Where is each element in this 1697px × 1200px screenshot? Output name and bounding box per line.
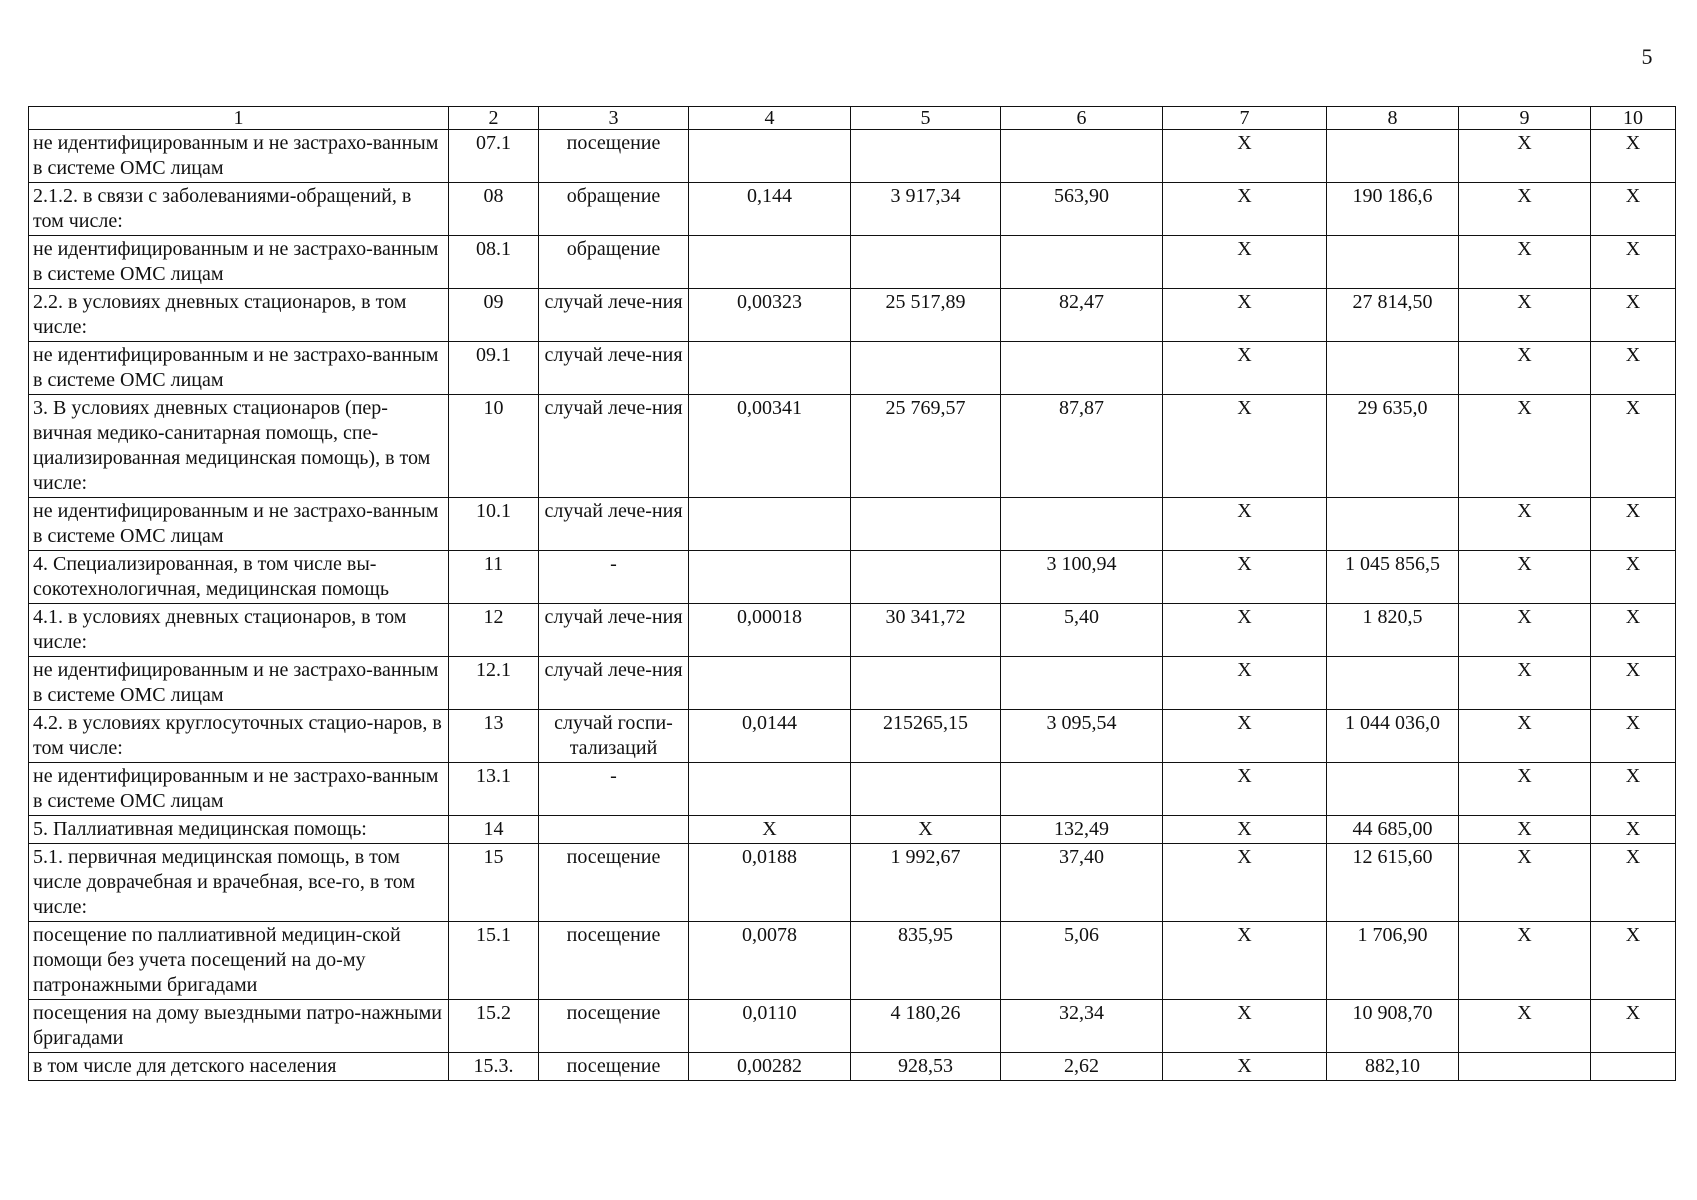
table-cell-col-7: X: [1163, 657, 1327, 710]
table-cell-col-10: [1591, 1053, 1676, 1081]
table-cell-col-9: X: [1459, 922, 1591, 1000]
table-cell-col-6: [1001, 342, 1163, 395]
table-cell-col-6: [1001, 498, 1163, 551]
table-cell-col-8: 1 820,5: [1327, 604, 1459, 657]
table-cell-col-2: 09: [449, 289, 539, 342]
table-cell-col-8: 27 814,50: [1327, 289, 1459, 342]
table-cell-col-6: 3 100,94: [1001, 551, 1163, 604]
table-row: [29, 395, 1676, 498]
table-cell-col-1: в том числе для детского населения: [29, 1053, 449, 1081]
table-cell-col-3: посещение: [539, 1000, 689, 1053]
table-cell-col-1: не идентифицированным и не застрахо-ванным в системе ОМС лицам: [29, 763, 449, 816]
table-cell-col-10: X: [1591, 498, 1676, 551]
table-cell-col-3: случай лече-ния: [539, 604, 689, 657]
table-cell-col-7: X: [1163, 922, 1327, 1000]
table-cell-col-2: 09.1: [449, 342, 539, 395]
table-cell-col-4: 0,00323: [689, 289, 851, 342]
table-cell-col-1: не идентифицированным и не застрахо-ванным в системе ОМС лицам: [29, 498, 449, 551]
table-cell-col-2: 07.1: [449, 130, 539, 183]
table-cell-col-9: X: [1459, 498, 1591, 551]
table-cell-col-10: X: [1591, 130, 1676, 183]
table-cell-col-5: 1 992,67: [851, 844, 1001, 922]
table-cell-col-10: X: [1591, 289, 1676, 342]
table-cell-col-10: X: [1591, 844, 1676, 922]
table-cell-col-3: случай лече-ния: [539, 342, 689, 395]
table-cell-col-6: 32,34: [1001, 1000, 1163, 1053]
table-cell-col-10: X: [1591, 657, 1676, 710]
column-header-6: 6: [1001, 107, 1163, 130]
table-cell-col-10: X: [1591, 236, 1676, 289]
table-cell-col-2: 10.1: [449, 498, 539, 551]
table-cell-col-1: 5.1. первичная медицинская помощь, в том числе доврачебная и врачебная, все-го, в том числе:: [29, 844, 449, 922]
table-cell-col-5: 25 517,89: [851, 289, 1001, 342]
table-cell-col-8: 44 685,00: [1327, 816, 1459, 844]
table-cell-col-5: [851, 763, 1001, 816]
table-cell-col-4: 0,00018: [689, 604, 851, 657]
table-cell-col-8: [1327, 130, 1459, 183]
table-cell-col-1: 3. В условиях дневных стационаров (пер-вичная медико-санитарная помощь, спе-циализированная медицинская помощь), в том числе:: [29, 395, 449, 498]
table-cell-col-6: [1001, 763, 1163, 816]
table-cell-col-7: X: [1163, 498, 1327, 551]
table-cell-col-7: X: [1163, 289, 1327, 342]
table-cell-col-1: 5. Паллиативная медицинская помощь:: [29, 816, 449, 844]
table-cell-col-7: X: [1163, 236, 1327, 289]
table-cell-col-2: 14: [449, 816, 539, 844]
table-cell-col-5: 928,53: [851, 1053, 1001, 1081]
table-row: [29, 710, 1676, 763]
table-cell-col-10: X: [1591, 551, 1676, 604]
table-cell-col-4: [689, 551, 851, 604]
table-cell-col-4: [689, 342, 851, 395]
table-cell-col-3: обращение: [539, 236, 689, 289]
table-cell-col-7: X: [1163, 395, 1327, 498]
table-row: [29, 130, 1676, 183]
column-header-7: 7: [1163, 107, 1327, 130]
table-cell-col-2: 15.3.: [449, 1053, 539, 1081]
table-cell-col-1: 4.2. в условиях круглосуточных стацио-наров, в том числе:: [29, 710, 449, 763]
table-cell-col-8: 190 186,6: [1327, 183, 1459, 236]
table-cell-col-4: 0,0188: [689, 844, 851, 922]
table-row: [29, 1000, 1676, 1053]
table-cell-col-1: 2.2. в условиях дневных стационаров, в том числе:: [29, 289, 449, 342]
table-cell-col-4: 0,0110: [689, 1000, 851, 1053]
table-cell-col-5: 25 769,57: [851, 395, 1001, 498]
table-cell-col-9: X: [1459, 289, 1591, 342]
column-header-9: 9: [1459, 107, 1591, 130]
table-cell-col-6: [1001, 130, 1163, 183]
table-cell-col-5: X: [851, 816, 1001, 844]
table-cell-col-1: не идентифицированным и не застрахо-ванным в системе ОМС лицам: [29, 657, 449, 710]
table-cell-col-10: X: [1591, 816, 1676, 844]
table-cell-col-2: 08: [449, 183, 539, 236]
table-cell-col-5: 3 917,34: [851, 183, 1001, 236]
table-cell-col-1: 4. Специализированная, в том числе вы-сокотехнологичная, медицинская помощь: [29, 551, 449, 604]
table-cell-col-6: [1001, 236, 1163, 289]
table-cell-col-9: X: [1459, 763, 1591, 816]
table-cell-col-1: посещения на дому выездными патро-нажными бригадами: [29, 1000, 449, 1053]
table-cell-col-1: 2.1.2. в связи с заболеваниями-обращений, в том числе:: [29, 183, 449, 236]
table-cell-col-6: 5,40: [1001, 604, 1163, 657]
table-cell-col-9: X: [1459, 395, 1591, 498]
table-cell-col-8: 29 635,0: [1327, 395, 1459, 498]
table-cell-col-6: 132,49: [1001, 816, 1163, 844]
table-cell-col-2: 15: [449, 844, 539, 922]
table-cell-col-6: 87,87: [1001, 395, 1163, 498]
header-row: [29, 107, 1676, 130]
table-cell-col-2: 15.1: [449, 922, 539, 1000]
table-cell-col-10: X: [1591, 395, 1676, 498]
table-cell-col-8: 12 615,60: [1327, 844, 1459, 922]
column-header-1: 1: [29, 107, 449, 130]
column-header-5: 5: [851, 107, 1001, 130]
table-cell-col-4: [689, 657, 851, 710]
table-cell-col-7: X: [1163, 183, 1327, 236]
table-cell-col-3: случай лече-ния: [539, 498, 689, 551]
table-cell-col-9: [1459, 1053, 1591, 1081]
table-cell-col-1: не идентифицированным и не застрахо-ванным в системе ОМС лицам: [29, 130, 449, 183]
table-cell-col-7: X: [1163, 1053, 1327, 1081]
table-cell-col-3: посещение: [539, 844, 689, 922]
table-cell-col-7: X: [1163, 763, 1327, 816]
table-cell-col-9: X: [1459, 657, 1591, 710]
table-cell-col-9: X: [1459, 130, 1591, 183]
table-cell-col-3: случай лече-ния: [539, 289, 689, 342]
table-cell-col-3: случай лече-ния: [539, 657, 689, 710]
table-cell-col-1: не идентифицированным и не застрахо-ванным в системе ОМС лицам: [29, 342, 449, 395]
table-cell-col-10: X: [1591, 922, 1676, 1000]
table-cell-col-9: X: [1459, 710, 1591, 763]
table-cell-col-6: 5,06: [1001, 922, 1163, 1000]
table-cell-col-6: 37,40: [1001, 844, 1163, 922]
table-cell-col-4: 0,144: [689, 183, 851, 236]
table-cell-col-2: 12: [449, 604, 539, 657]
table-cell-col-4: [689, 236, 851, 289]
table-cell-col-4: [689, 130, 851, 183]
table-cell-col-5: [851, 130, 1001, 183]
table-cell-col-8: [1327, 342, 1459, 395]
table-cell-col-3: -: [539, 763, 689, 816]
table-cell-col-7: X: [1163, 130, 1327, 183]
table-cell-col-5: [851, 498, 1001, 551]
table-cell-col-1: не идентифицированным и не застрахо-ванным в системе ОМС лицам: [29, 236, 449, 289]
table-cell-col-1: 4.1. в условиях дневных стационаров, в том числе:: [29, 604, 449, 657]
table-cell-col-8: [1327, 763, 1459, 816]
table-row: [29, 657, 1676, 710]
table-cell-col-7: X: [1163, 1000, 1327, 1053]
table-row: [29, 498, 1676, 551]
data-table: [28, 106, 1676, 1081]
table-cell-col-4: [689, 498, 851, 551]
table-cell-col-3: обращение: [539, 183, 689, 236]
table-cell-col-5: 30 341,72: [851, 604, 1001, 657]
table-row: [29, 763, 1676, 816]
table-row: [29, 844, 1676, 922]
table-row: [29, 551, 1676, 604]
table-cell-col-8: [1327, 498, 1459, 551]
column-header-4: 4: [689, 107, 851, 130]
column-header-8: 8: [1327, 107, 1459, 130]
table-cell-col-9: X: [1459, 1000, 1591, 1053]
table-cell-col-3: -: [539, 551, 689, 604]
table-cell-col-5: [851, 236, 1001, 289]
table-cell-col-10: X: [1591, 342, 1676, 395]
table-cell-col-9: X: [1459, 551, 1591, 604]
page-number: 5: [1641, 44, 1653, 69]
table-cell-col-10: X: [1591, 1000, 1676, 1053]
table-cell-col-8: [1327, 236, 1459, 289]
table-cell-col-3: случай лече-ния: [539, 395, 689, 498]
table-cell-col-2: 08.1: [449, 236, 539, 289]
table-cell-col-6: 2,62: [1001, 1053, 1163, 1081]
table-cell-col-7: X: [1163, 551, 1327, 604]
table-cell-col-8: [1327, 657, 1459, 710]
table-cell-col-6: [1001, 657, 1163, 710]
table-cell-col-7: X: [1163, 710, 1327, 763]
table-cell-col-8: 882,10: [1327, 1053, 1459, 1081]
table-cell-col-9: X: [1459, 183, 1591, 236]
table-cell-col-4: 0,0144: [689, 710, 851, 763]
table-cell-col-2: 11: [449, 551, 539, 604]
table-cell-col-10: X: [1591, 183, 1676, 236]
table-cell-col-4: 0,00282: [689, 1053, 851, 1081]
table-cell-col-9: X: [1459, 236, 1591, 289]
table-cell-col-8: 1 044 036,0: [1327, 710, 1459, 763]
table-cell-col-6: 3 095,54: [1001, 710, 1163, 763]
table-cell-col-2: 15.2: [449, 1000, 539, 1053]
table-cell-col-3: посещение: [539, 130, 689, 183]
column-header-10: 10: [1591, 107, 1676, 130]
table-cell-col-9: X: [1459, 816, 1591, 844]
table-cell-col-3: посещение: [539, 1053, 689, 1081]
table-cell-col-8: 10 908,70: [1327, 1000, 1459, 1053]
table-cell-col-8: 1 706,90: [1327, 922, 1459, 1000]
table-cell-col-4: 0,0078: [689, 922, 851, 1000]
table-cell-col-10: X: [1591, 604, 1676, 657]
table-row: [29, 816, 1676, 844]
table-cell-col-7: X: [1163, 342, 1327, 395]
table-row: [29, 1053, 1676, 1081]
table-cell-col-6: 563,90: [1001, 183, 1163, 236]
table-cell-col-9: X: [1459, 342, 1591, 395]
table-cell-col-3: [539, 816, 689, 844]
table-cell-col-2: 13: [449, 710, 539, 763]
table-cell-col-7: X: [1163, 844, 1327, 922]
table-cell-col-5: 4 180,26: [851, 1000, 1001, 1053]
table-cell-col-4: 0,00341: [689, 395, 851, 498]
table-cell-col-10: X: [1591, 710, 1676, 763]
table-cell-col-6: 82,47: [1001, 289, 1163, 342]
table-cell-col-3: посещение: [539, 922, 689, 1000]
column-header-2: 2: [449, 107, 539, 130]
table-cell-col-4: X: [689, 816, 851, 844]
table-cell-col-3: случай госпи-тализаций: [539, 710, 689, 763]
table-cell-col-2: 13.1: [449, 763, 539, 816]
table-cell-col-5: [851, 657, 1001, 710]
table-cell-col-2: 12.1: [449, 657, 539, 710]
table-row: [29, 236, 1676, 289]
table-cell-col-5: 215265,15: [851, 710, 1001, 763]
table-cell-col-2: 10: [449, 395, 539, 498]
table-cell-col-7: X: [1163, 816, 1327, 844]
table-cell-col-7: X: [1163, 604, 1327, 657]
table-cell-col-5: [851, 551, 1001, 604]
table-cell-col-8: 1 045 856,5: [1327, 551, 1459, 604]
table-cell-col-5: 835,95: [851, 922, 1001, 1000]
table-cell-col-9: X: [1459, 604, 1591, 657]
table-cell-col-1: посещение по паллиативной медицин-ской помощи без учета посещений на до-му патронажными бригадами: [29, 922, 449, 1000]
table-cell-col-10: X: [1591, 763, 1676, 816]
table-row: [29, 183, 1676, 236]
table-cell-col-9: X: [1459, 844, 1591, 922]
table-cell-col-4: [689, 763, 851, 816]
table-row: [29, 922, 1676, 1000]
table-cell-col-5: [851, 342, 1001, 395]
table-row: [29, 289, 1676, 342]
column-header-3: 3: [539, 107, 689, 130]
table-row: [29, 342, 1676, 395]
table-row: [29, 604, 1676, 657]
